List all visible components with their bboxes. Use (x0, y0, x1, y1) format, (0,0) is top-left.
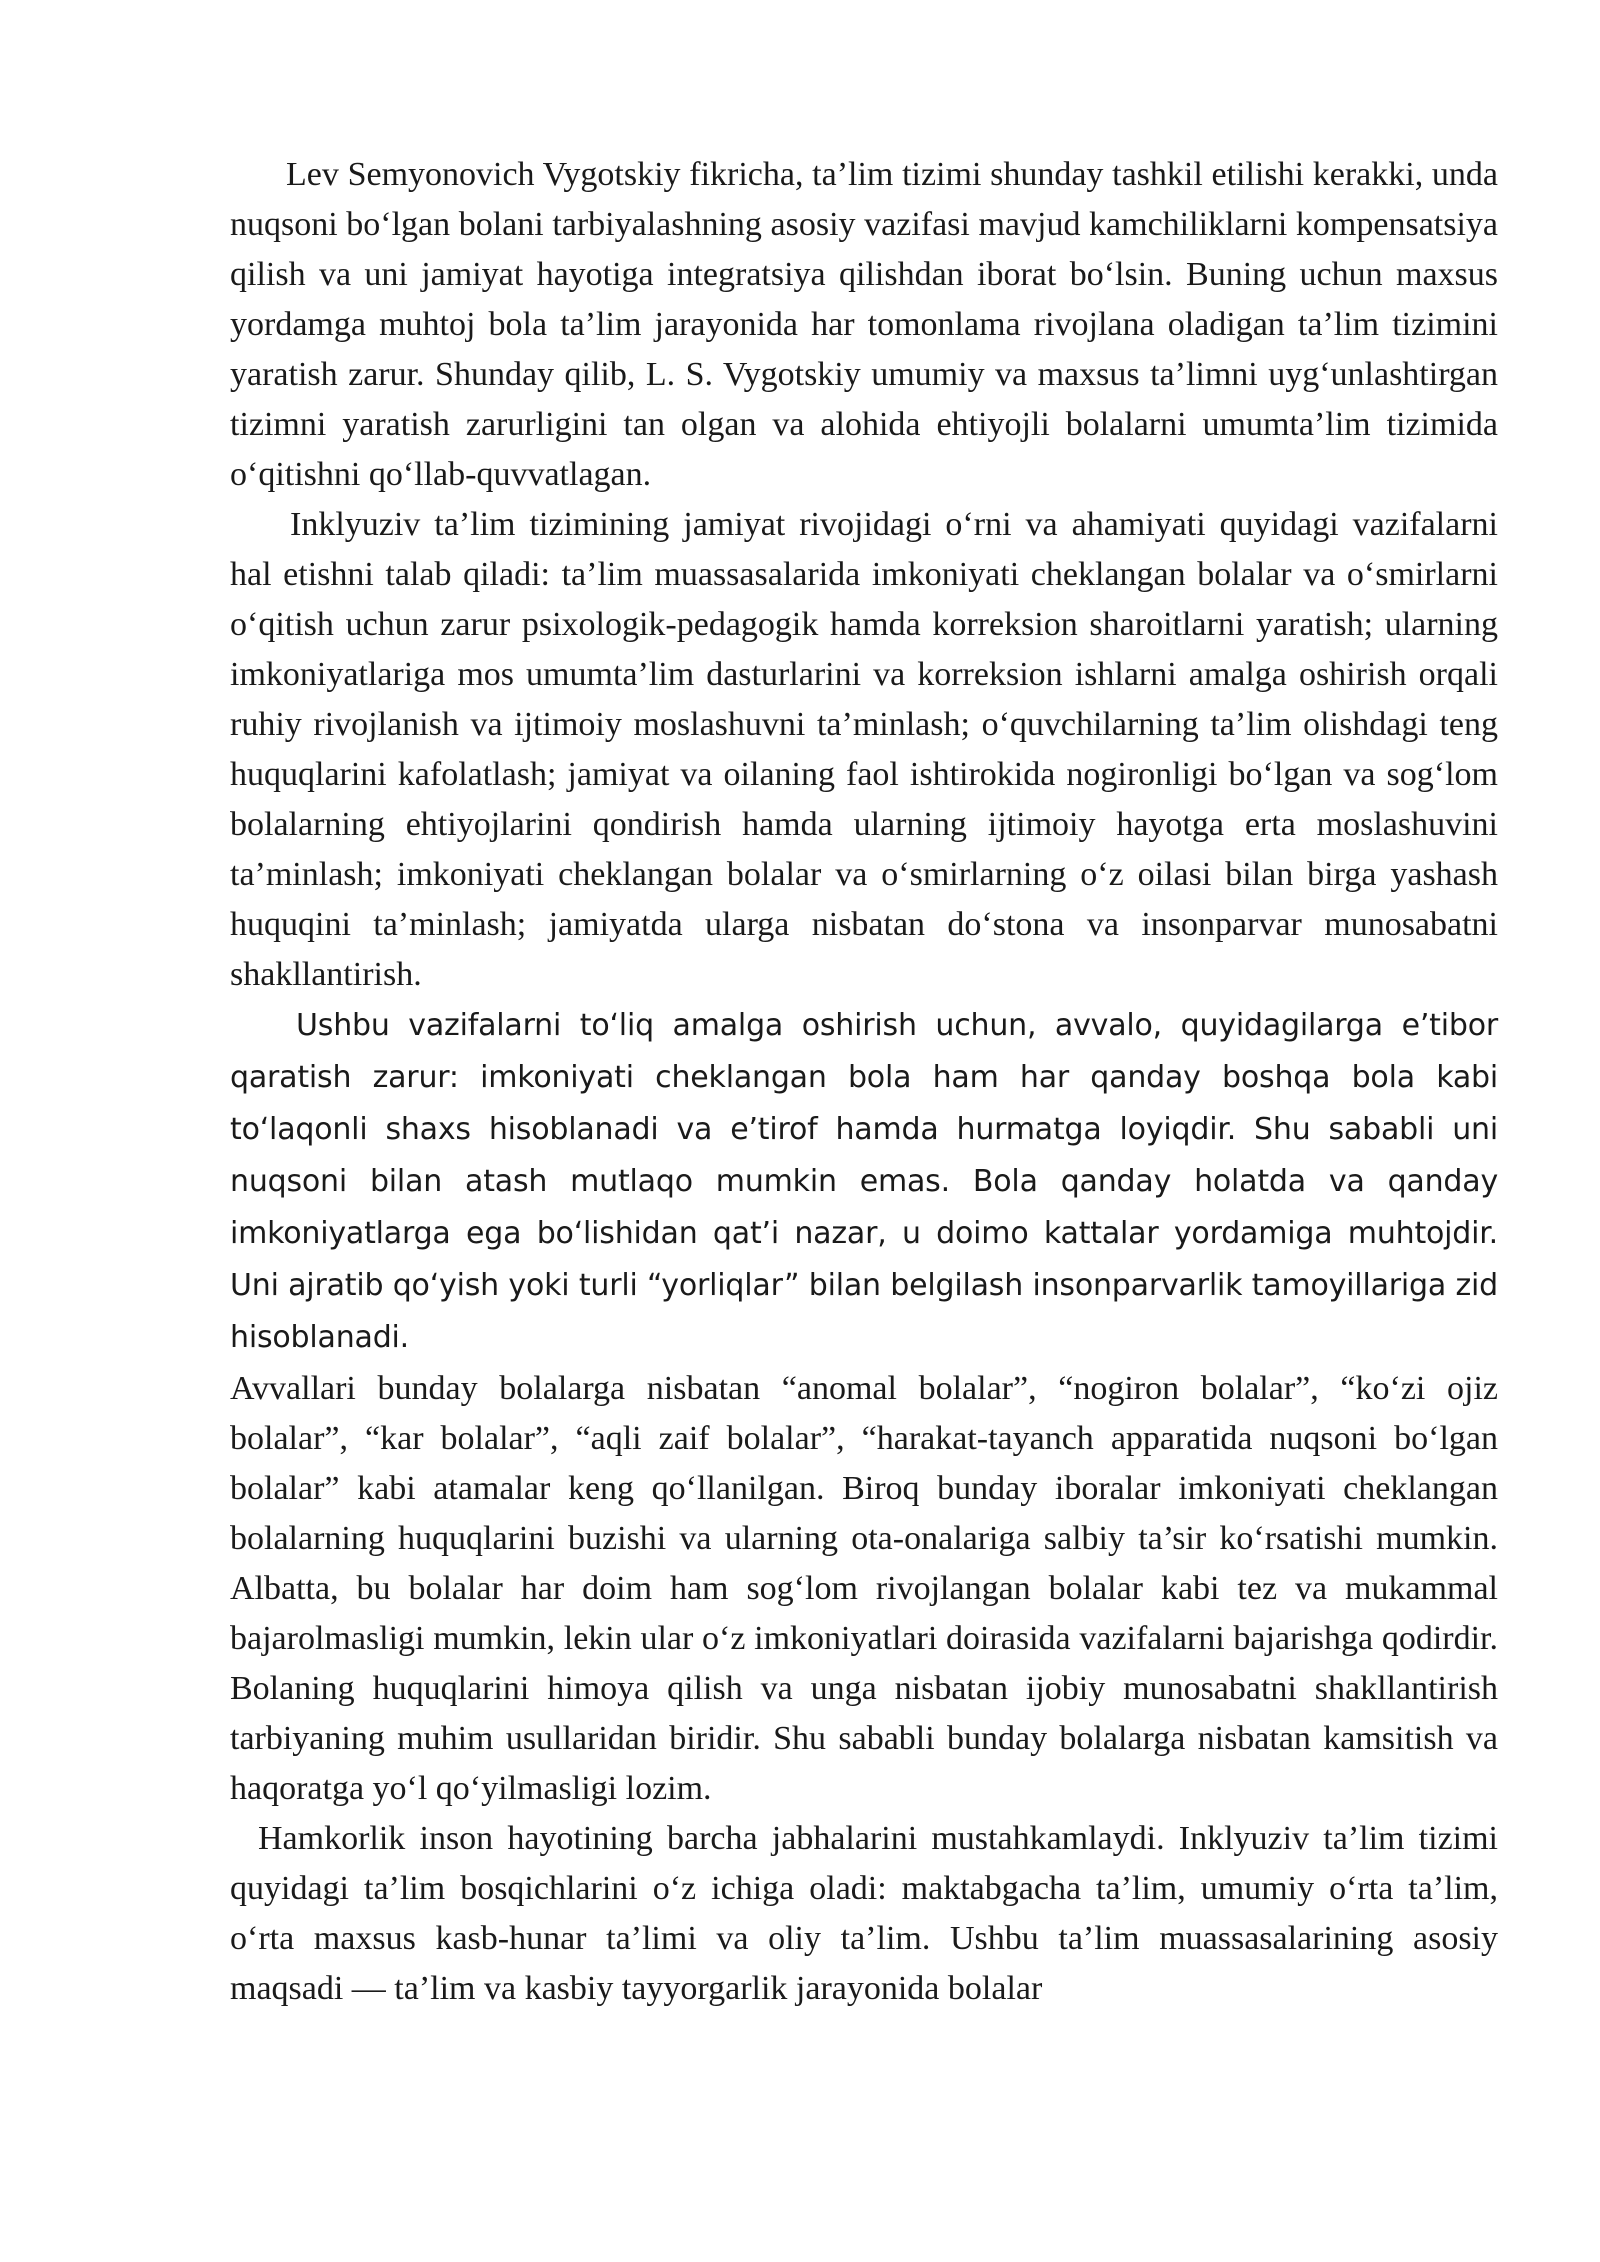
paragraph-ushbu-vazifalar: Ushbu vazifalarni to‘liq amalga oshirish uchun, avvalo, quyidagilarga e’tibor qaratish zarur: imkoniyati cheklangan bola ham har qanday boshqa bola kabi to‘laqonli shaxs hisoblanadi va e’tirof hamda hurmatga loyiqdir. Shu sababli uni nuqsoni bilan atash mutlaqo mumkin emas. Bola qanday holatda va qanday imkoniyatlarga ega bo‘lishidan qat’i nazar, u doimo kattalar yordamiga muhtojdir. Uni ajratib qo‘yish yoki turli “yorliqlar” bilan belgilash insonparvarlik tamoyillariga zid hisoblanadi. (230, 1008, 1498, 1355)
paragraph-vygotskiy: Lev Semyonovich Vygotskiy fikricha, ta’lim tizimi shunday tashkil etilishi kerakki, unda nuqsoni bo‘lgan bolani tarbiyalashning asosiy vazifasi mavjud kamchiliklarni kompensatsiya qilish va uni jamiyat hayotiga integratsiya qilishdan iborat bo‘lsin. Buning uchun maxsus yordamga muhtoj bola ta’lim jarayonida har tomonlama rivojlana oladigan ta’lim tizimini yaratish zarur. Shunday qilib, L. S. Vygotskiy umumiy va maxsus ta’limni uyg‘unlashtirgan tizimni yaratish zarurligini tan olgan va alohida ehtiyojli bolalarni umumta’lim tizimida o‘qitishni qo‘llab-quvvatlagan. (230, 156, 1498, 493)
paragraph-avvallari: Avvallari bunday bolalarga nisbatan “anomal bolalar”, “nogiron bolalar”, “ko‘zi ojiz bolalar”, “kar bolalar”, “aqli zaif bolalar”, “harakat-tayanch apparatida nuqsoni bo‘lgan bolalar” kabi atamalar keng qo‘llanilgan. Biroq bunday iboralar imkoniyati cheklangan bolalarning huquqlarini buzishi va ularning ota-onalariga salbiy ta’sir ko‘rsatishi mumkin. Albatta, bu bolalar har doim ham sog‘lom rivojlangan bolalar kabi tez va mukammal bajarolmasligi mumkin, lekin ular o‘z imkoniyatlari doirasida vazifalarni bajarishga qodirdir. Bolaning huquqlarini himoya qilish va unga nisbatan ijobiy munosabatni shakllantirish tarbiyaning muhim usullaridan biridir. Shu sababli bunday bolalarga nisbatan kamsitish va haqoratga yo‘l qo‘yilmasligi lozim. (230, 1370, 1498, 1807)
paragraph-hamkorlik: Hamkorlik inson hayotining barcha jabhalarini mustahkamlaydi. Inklyuziv ta’lim tizimi quyidagi ta’lim bosqichlarini o‘z ichiga oladi: maktabgacha ta’lim, umumiy o‘rta ta’lim, o‘rta maxsus kasb-hunar ta’limi va oliy ta’lim. Ushbu ta’lim muassasalarining asosiy maqsadi — ta’lim va kasbiy tayyorgarlik jarayonida bolalar (230, 1820, 1498, 2007)
paragraph-inklyuziv-vazifalar: Inklyuziv ta’lim tizimining jamiyat rivojidagi o‘rni va ahamiyati quyidagi vazifalarni hal etishni talab qiladi: ta’lim muassasalarida imkoniyati cheklangan bolalar va o‘smirlarni o‘qitish uchun zarur psixologik-pedagogik hamda korreksion sharoitlarni yaratish; ularning imkoniyatlariga mos umumta’lim dasturlarini va korreksion ishlarni amalga oshirish orqali ruhiy rivojlanish va ijtimoiy moslashuvni ta’minlash; o‘quvchilarning ta’lim olishdagi teng huquqlarini kafolatlash; jamiyat va oilaning faol ishtirokida nogironligi bo‘lgan va sog‘lom bolalarning ehtiyojlarini qondirish hamda ularning ijtimoiy hayotga erta moslashuvini ta’minlash; imkoniyati cheklangan bolalar va o‘smirlarning o‘z oilasi bilan birga yashash huquqini ta’minlash; jamiyatda ularga nisbatan do‘stona va insonparvar munosabatni shakllantirish. (230, 506, 1498, 993)
document-page (230, 150, 1498, 2014)
